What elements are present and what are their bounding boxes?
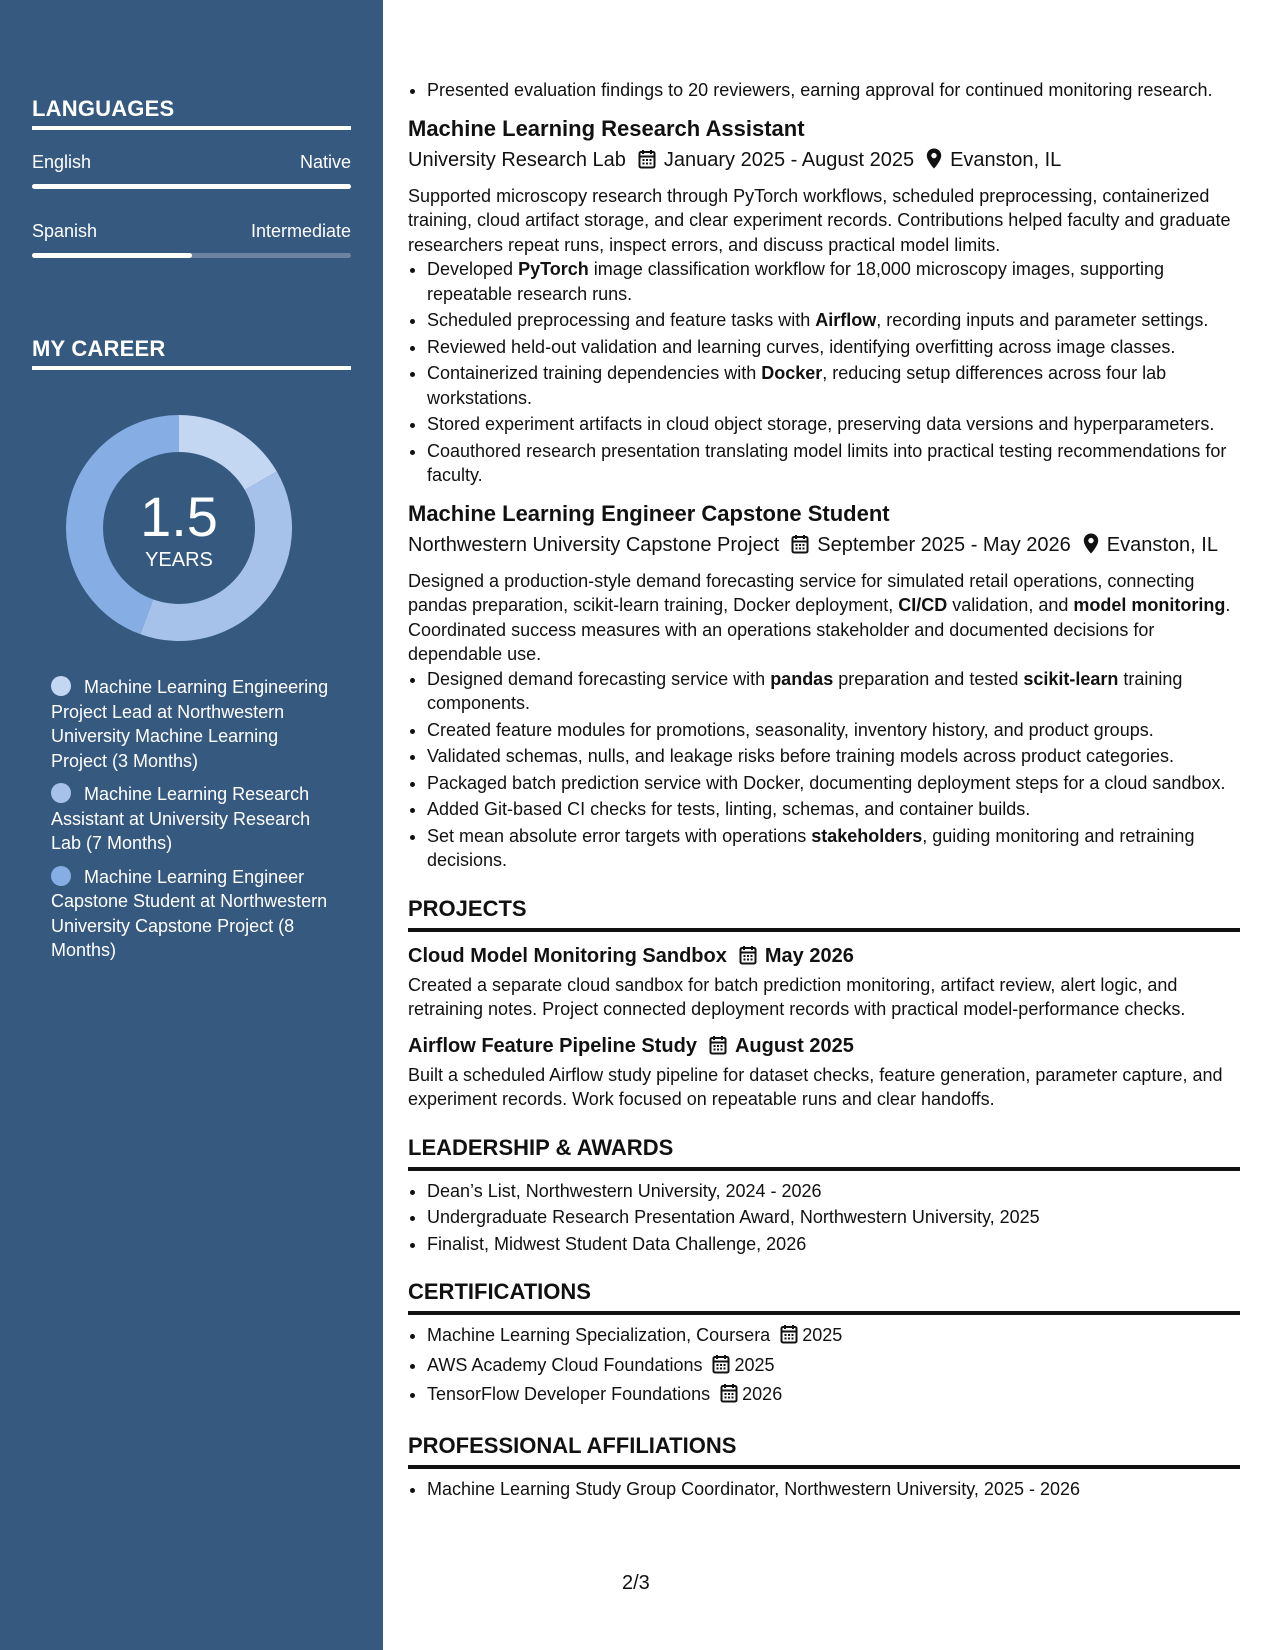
career-item	[51, 865, 331, 963]
bullet-text: Created feature modules for promotions, seasonality, inventory history, and product groups.	[427, 719, 1154, 740]
page-number: 2/3	[622, 1572, 650, 1594]
map-pin-icon	[926, 148, 942, 177]
list-item	[427, 771, 1240, 796]
list-item: • Finalist, Midwest Student Data Challenge, 2026	[427, 1232, 1240, 1257]
certifications-list	[408, 1323, 1240, 1410]
language-level: Intermediate	[250, 221, 351, 241]
list-item	[427, 1382, 1240, 1410]
project-name: Airflow Feature Pipeline Study	[408, 1034, 697, 1057]
list-item	[427, 718, 1240, 743]
bullet-keyword: Docker	[761, 363, 823, 383]
career-total-years: 1.5	[140, 485, 218, 548]
legend-dot-icon	[51, 676, 71, 696]
bullet-keyword: Airflow	[815, 310, 877, 330]
calendar-icon	[709, 1035, 727, 1063]
project-date: August 2025	[734, 1034, 854, 1057]
bullet-text: Added Git-based CI checks for tests, linting, schemas, and container builds.	[427, 799, 1031, 819]
bullet-list	[408, 78, 1240, 103]
affiliations-heading: PROFESSIONAL AFFILIATIONS	[408, 1432, 1240, 1469]
list-item	[427, 1323, 1240, 1351]
list-item	[427, 744, 1240, 769]
summary-keyword: CI/CD	[898, 595, 948, 615]
bullet-text: training components.	[427, 668, 1183, 713]
certifications-heading: CERTIFICATIONS	[408, 1278, 1240, 1315]
summary-keyword: model monitoring	[1073, 595, 1226, 615]
bullet-text: Containerized training dependencies with	[427, 363, 762, 383]
project-date: May 2026	[764, 944, 854, 967]
list-item	[427, 667, 1240, 716]
career-item-text: Machine Learning Research Assistant at University Research Lab (7 Months)	[51, 784, 311, 853]
bullet-text: , reducing setup differences across four lab workstations.	[427, 363, 1167, 408]
bullet-text: Stored experiment artifacts in cloud object storage, preserving data versions and hyperparameters.	[427, 414, 1215, 434]
cert-year: 2025	[734, 1354, 775, 1375]
legend-dot-icon	[51, 783, 71, 803]
bullet-text: Scheduled preprocessing and feature tasks with	[427, 310, 816, 330]
map-pin-icon	[1083, 533, 1099, 562]
bullet-text: preparation and tested	[833, 668, 1024, 689]
summary-text: validation, and	[947, 595, 1074, 615]
career-item-text: Machine Learning Engineer Capstone Student at Northwestern University Capstone Project (8 Months)	[51, 866, 328, 960]
bullet-text: , guiding monitoring and retraining decisions.	[427, 825, 1195, 870]
cert-name: TensorFlow Developer Foundations	[427, 1384, 711, 1404]
bullet-text: Designed demand forecasting service with	[427, 668, 771, 689]
list-item	[427, 439, 1240, 488]
language-row-spanish	[32, 221, 351, 242]
project-description: Created a separate cloud sandbox for batch prediction monitoring, artifact review, alert logic, and retraining notes. Project connected deployment records with practical model-performance checks.	[408, 974, 1186, 1019]
list-item: • Dean’s List, Northwestern University, 2024 - 2026	[427, 1179, 1240, 1204]
bullet-text: Packaged batch prediction service with Docker, documenting deployment steps for a cloud sandbox.	[427, 772, 1226, 793]
career-rule	[32, 366, 351, 370]
list-item	[427, 308, 1240, 333]
languages-heading: LANGUAGES	[32, 96, 175, 121]
summary-text: Designed a production-style demand forecasting service for simulated retail operations, connecting pandas preparation, scikit-learn training, Docker deployment,	[408, 570, 1195, 615]
bullet-keyword: pandas	[770, 668, 834, 689]
job-summary: Supported microscopy research through PyTorch workflows, scheduled preprocessing, containerized training, cloud artifact storage, and clear experiment records. Contributions helped faculty and graduate researchers repeat runs, inspect errors, and discuss practical model limits.	[408, 185, 1231, 255]
list-item: • Presented evaluation findings to 20 reviewers, earning approval for continued monitoring research.	[427, 78, 1240, 103]
job-meta	[408, 531, 1240, 562]
bullet-keyword: PyTorch	[518, 259, 589, 279]
career-item	[51, 675, 331, 773]
job-bullets	[408, 667, 1240, 873]
bullet-text: image classification workflow for 18,000 microscopy images, supporting repeatable research runs.	[427, 259, 1165, 304]
main-content	[408, 78, 1240, 1503]
calendar-icon	[638, 149, 656, 177]
language-name: English	[32, 152, 92, 172]
bullet-keyword: scikit-learn	[1023, 668, 1119, 689]
career-heading: MY CAREER	[32, 336, 166, 361]
list-item	[427, 412, 1240, 437]
job-meta	[408, 146, 1240, 177]
donut-slice-1	[179, 415, 277, 490]
sidebar	[0, 0, 383, 1650]
cert-year: 2025	[802, 1325, 843, 1345]
job-organization: Northwestern University Capstone Project	[408, 533, 780, 556]
cert-year: 2026	[742, 1384, 783, 1404]
calendar-icon	[720, 1383, 738, 1410]
leadership-list	[408, 1179, 1240, 1257]
cert-name: Machine Learning Specialization, Coursera	[427, 1325, 771, 1345]
list-item: • Machine Learning Study Group Coordinator, Northwestern University, 2025 - 2026	[427, 1477, 1240, 1502]
job-title: Machine Learning Engineer Capstone Student	[408, 500, 890, 526]
project-description: Built a scheduled Airflow study pipeline for dataset checks, feature generation, parameter capture, and experiment records. Work focused on repeatable runs and clear handoffs.	[408, 1064, 1223, 1109]
bullet-text: Reviewed held-out validation and learning curves, identifying overfitting across image classes.	[427, 336, 1176, 357]
summary-text: . Coordinated success measures with an operations stakeholder and documented decisions for dependable use.	[408, 595, 1231, 664]
job-location: Evanston, IL	[1106, 533, 1218, 556]
list-item	[427, 361, 1240, 410]
bullet-text: , recording inputs and parameter settings.	[876, 310, 1209, 330]
job-bullets	[408, 257, 1240, 488]
calendar-icon	[739, 945, 757, 973]
language-proficiency-fill	[32, 184, 351, 189]
job-title: Machine Learning Research Assistant	[408, 115, 805, 141]
job-dates: January 2025 - August 2025	[663, 148, 915, 171]
job-organization: University Research Lab	[408, 148, 626, 171]
affiliations-list	[408, 1477, 1240, 1502]
language-proficiency-fill	[32, 253, 192, 258]
list-item	[427, 797, 1240, 822]
bullet-text: Developed	[427, 259, 519, 279]
project-title	[408, 1032, 1240, 1063]
language-name: Spanish	[32, 221, 98, 241]
job-summary	[408, 569, 1240, 667]
legend-dot-icon	[51, 866, 71, 886]
bullet-text: Validated schemas, nulls, and leakage risks before training models across product categories.	[427, 746, 1175, 766]
career-list	[51, 675, 331, 972]
projects-heading: PROJECTS	[408, 895, 1240, 932]
list-item	[427, 1353, 1240, 1381]
project-name: Cloud Model Monitoring Sandbox	[408, 944, 727, 967]
bullet-text: Set mean absolute error targets with operations	[427, 825, 812, 846]
job-dates: September 2025 - May 2026	[817, 533, 1071, 556]
language-level: Native	[299, 152, 351, 172]
career-years-label: YEARS	[145, 549, 213, 571]
list-item	[427, 257, 1240, 306]
job-location: Evanston, IL	[950, 148, 1062, 171]
cert-name: AWS Academy Cloud Foundations	[427, 1354, 703, 1375]
list-item	[427, 335, 1240, 360]
calendar-icon	[791, 534, 809, 562]
leadership-heading: LEADERSHIP & AWARDS	[408, 1134, 1240, 1171]
calendar-icon	[712, 1354, 730, 1381]
list-item	[427, 824, 1240, 873]
language-proficiency-bar	[32, 253, 351, 258]
calendar-icon	[780, 1324, 798, 1351]
bullet-keyword: stakeholders	[811, 825, 923, 846]
languages-rule	[32, 126, 351, 130]
project-title	[408, 942, 1240, 973]
language-row-english	[32, 152, 351, 173]
list-item: • Undergraduate Research Presentation Award, Northwestern University, 2025	[427, 1205, 1240, 1230]
bullet-text: Coauthored research presentation translating model limits into practical testing recommendations for faculty.	[427, 440, 1227, 485]
career-item	[51, 782, 331, 856]
career-item-text: Machine Learning Engineering Project Lead at Northwestern University Machine Learning Project (3 Months)	[51, 677, 329, 771]
language-proficiency-bar	[32, 184, 351, 189]
